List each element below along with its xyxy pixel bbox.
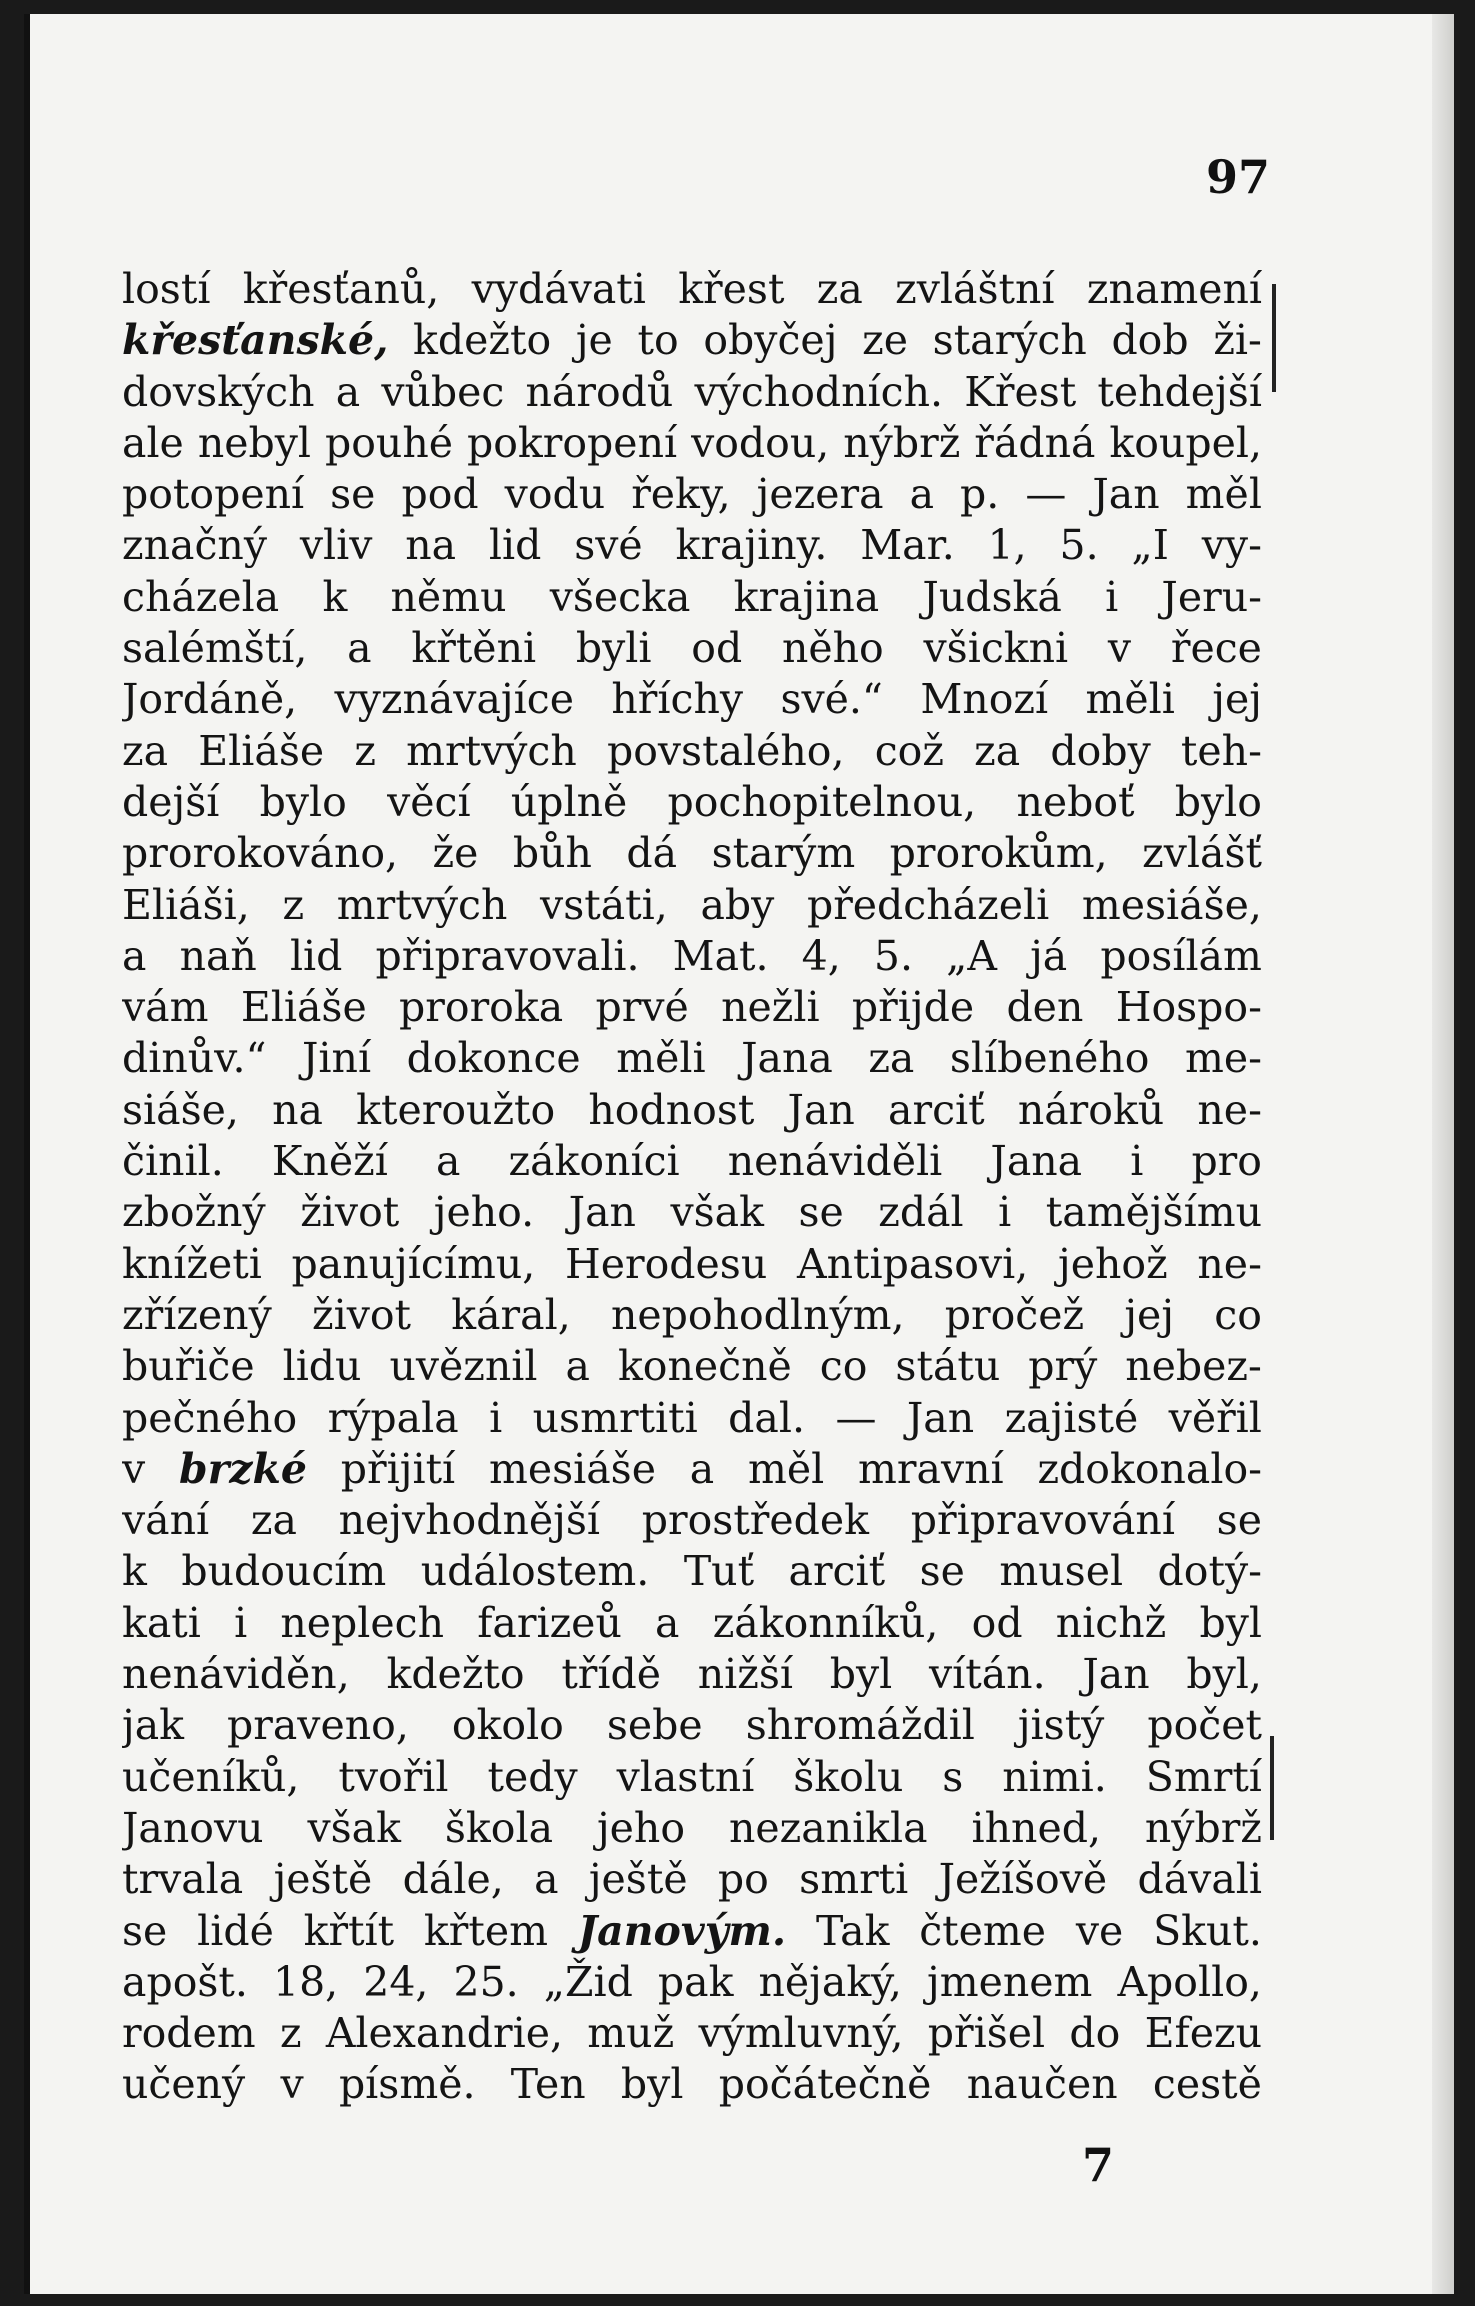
text-line: a naň lid připravovali. Mat. 4, 5. „A já posílám <box>122 931 1262 980</box>
text-line: trvala ještě dále, a ještě po smrti Ježíšově dávali <box>122 1855 1262 1904</box>
text-line: dovských a vůbec národů východních. Křest tehdejší <box>122 367 1262 416</box>
text-line: knížeti panujícímu, Herodesu Antipasovi, jehož ne- <box>122 1239 1262 1288</box>
text-line: zřízený život káral, nepohodlným, pročež jej co <box>122 1290 1262 1339</box>
text-line: za Eliáše z mrtvých povstalého, což za doby teh- <box>122 726 1262 775</box>
text-line: Eliáši, z mrtvých vstáti, aby předcházeli mesiáše, <box>122 880 1262 929</box>
text-line: k budoucím událostem. Tuť arciť se musel dotý- <box>122 1547 1262 1596</box>
text-line: vám Eliáše proroka prvé nežli přijde den Hospo- <box>122 983 1262 1032</box>
text-line: ale nebyl pouhé pokropení vodou, nýbrž řádná koupel, <box>122 418 1262 467</box>
text-line: vání za nejvhodnější prostředek připravování se <box>122 1496 1262 1545</box>
text-line: nenáviděn, kdežto třídě nižší byl vítán. Jan byl, <box>122 1650 1262 1699</box>
text-line: učený v písmě. Ten byl počátečně naučen cestě <box>122 2060 1262 2109</box>
text-line: salémští, a křtěni byli od něho všickni v řece <box>122 624 1262 673</box>
book-page <box>24 14 1454 2294</box>
text-line: buřiče lidu uvěznil a konečně co státu prý nebez- <box>122 1342 1262 1391</box>
text-line: apošt. 18, 24, 25. „Žid pak nějaký, jmenem Apollo, <box>122 1957 1262 2006</box>
page-edge <box>1432 14 1454 2294</box>
text-line: zbožný život jeho. Jan však se zdál i tamějšímu <box>122 1188 1262 1237</box>
text-line: kati i neplech farizeů a zákonníků, od nichž byl <box>122 1598 1262 1647</box>
margin-mark <box>1270 1736 1274 1840</box>
text-line: činil. Kněží a zákoníci nenáviděli Jana i pro <box>122 1137 1262 1186</box>
body-text <box>122 264 1262 2111</box>
text-line: značný vliv na lid své krajiny. Mar. 1, 5. „I vy- <box>122 521 1262 570</box>
text-line: křesťanské, kdežto je to obyčej ze starých dob ži- <box>122 316 1262 365</box>
text-line: lostí křesťanů, vydávati křest za zvláštní znamení <box>122 265 1262 313</box>
margin-mark <box>1272 284 1276 392</box>
text-line: pečného rýpala i usmrtiti dal. — Jan zajisté věřil <box>122 1393 1262 1442</box>
text-line: učeníků, tvořil tedy vlastní školu s nimi. Smrtí <box>122 1752 1262 1801</box>
text-line: dejší bylo věcí úplně pochopitelnou, neboť bylo <box>122 777 1262 826</box>
text-line: siáše, na kteroužto hodnost Jan arciť nároků ne- <box>122 1085 1262 1134</box>
text-line: jak praveno, okolo sebe shromáždil jistý počet <box>122 1701 1262 1750</box>
text-line: Jordáně, vyznávajíce hříchy své.“ Mnozí měli jej <box>122 675 1262 724</box>
page-number: 97 <box>1206 150 1271 204</box>
text-line: cházela k němu všecka krajina Judská i Jeru- <box>122 572 1262 621</box>
text-line: rodem z Alexandrie, muž výmluvný, přišel do Efezu <box>122 2009 1262 2058</box>
signature-mark: 7 <box>1082 2138 1115 2192</box>
text-line: potopení se pod vodu řeky, jezera a p. — Jan měl <box>122 470 1262 519</box>
text-line: v brzké přijití mesiáše a měl mravní zdokonalo- <box>122 1444 1262 1493</box>
text-line: dinův.“ Jiní dokonce měli Jana za slíbeného me- <box>122 1034 1262 1083</box>
text-line: Janovu však škola jeho nezanikla ihned, nýbrž <box>122 1803 1262 1852</box>
text-line: prorokováno, že bůh dá starým prorokům, zvlášť <box>122 829 1262 878</box>
text-line: se lidé křtít křtem Janovým. Tak čteme ve Skut. <box>122 1906 1262 1955</box>
